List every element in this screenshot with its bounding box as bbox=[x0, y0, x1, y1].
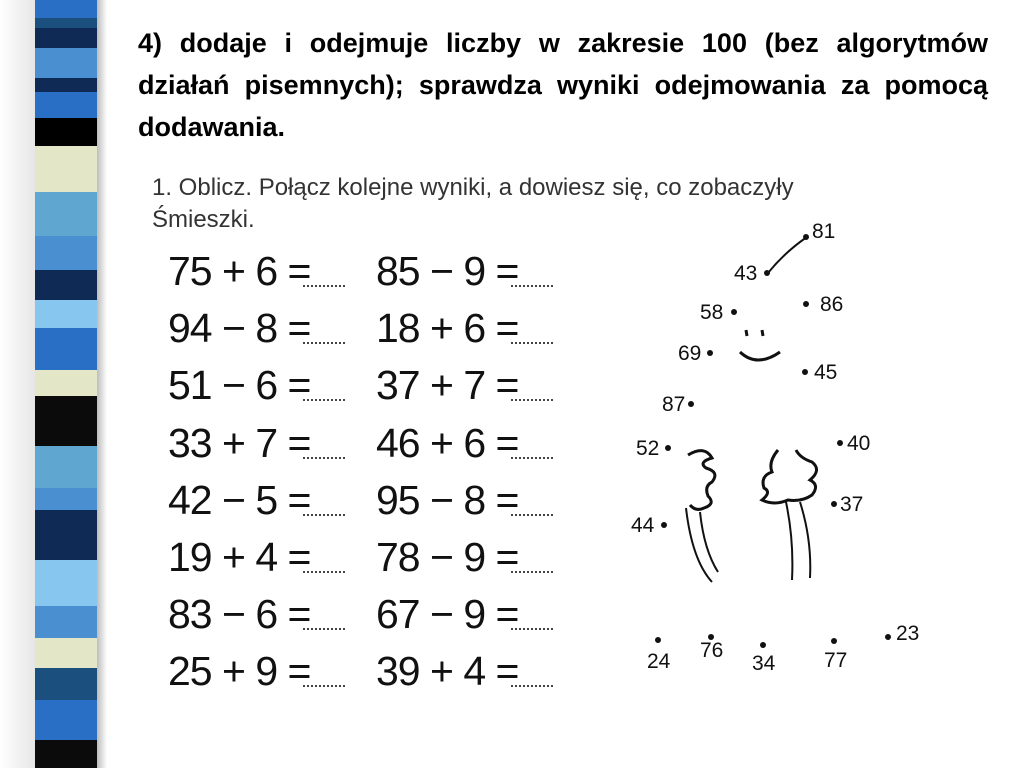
answer-blank[interactable] bbox=[511, 285, 553, 287]
point-label: 86 bbox=[820, 293, 844, 316]
stripe-band bbox=[35, 560, 97, 606]
stripe-band bbox=[35, 668, 97, 700]
answer-blank[interactable] bbox=[303, 285, 345, 287]
left-arm-1 bbox=[686, 508, 712, 582]
point-dot[interactable] bbox=[665, 445, 671, 451]
answer-blank[interactable] bbox=[511, 342, 553, 344]
equation-row bbox=[376, 248, 576, 305]
point-label: 23 bbox=[896, 622, 920, 645]
line-43-81 bbox=[768, 237, 807, 273]
equation-text: 75 + 6 = bbox=[168, 248, 311, 294]
equation-text: 39 + 4 = bbox=[376, 648, 519, 695]
point-label: 81 bbox=[812, 220, 836, 243]
point-dot[interactable] bbox=[803, 234, 809, 240]
answer-blank[interactable] bbox=[511, 399, 553, 401]
equation-row bbox=[376, 477, 576, 534]
equation-row bbox=[376, 534, 576, 591]
equation-row bbox=[168, 534, 368, 591]
page-heading: 4) dodaje i odejmuje liczby w zakresie 100 (bez algorytmów działań pisemnych); sprawdza wyniki odejmowania za pomocą dodawania. bbox=[138, 28, 988, 142]
point-dot[interactable] bbox=[837, 440, 843, 446]
equation-text: 46 + 6 = bbox=[376, 419, 519, 466]
right-hand bbox=[762, 450, 817, 503]
point-label: 69 bbox=[678, 342, 702, 365]
decorative-stripe bbox=[0, 0, 118, 768]
dot-to-dot-picture bbox=[600, 200, 930, 700]
equation-row bbox=[168, 248, 368, 305]
equation-text: 37 + 7 = bbox=[376, 362, 519, 409]
stripe-band bbox=[35, 28, 97, 48]
equation-row bbox=[168, 305, 368, 362]
point-label: 45 bbox=[814, 361, 838, 384]
equation-row bbox=[376, 305, 576, 362]
point-label: 24 bbox=[647, 650, 671, 673]
point-dot[interactable] bbox=[731, 309, 737, 315]
equation-text: 83 − 6 = bbox=[168, 591, 311, 638]
stripe-band bbox=[35, 328, 97, 370]
answer-blank[interactable] bbox=[303, 685, 345, 687]
answer-blank[interactable] bbox=[511, 628, 553, 630]
answer-blank[interactable] bbox=[511, 571, 553, 573]
stripe-band bbox=[35, 300, 97, 328]
equation-row bbox=[376, 591, 576, 648]
equation-text: 95 − 8 = bbox=[376, 476, 519, 523]
equation-text: 42 − 5 = bbox=[168, 476, 311, 523]
equation-text: 67 − 9 = bbox=[376, 591, 519, 638]
point-label: 34 bbox=[752, 652, 776, 675]
stripe-band bbox=[35, 48, 97, 78]
stripe-band bbox=[35, 446, 97, 488]
equation-row bbox=[376, 362, 576, 419]
point-label: 52 bbox=[636, 437, 660, 460]
point-label: 43 bbox=[734, 262, 758, 285]
stripe-band bbox=[35, 0, 97, 18]
exercise-instruction: 1. Oblicz. Połącz kolejne wyniki, a dowiesz się, co zobaczyły Śmieszki. bbox=[152, 174, 794, 233]
equation-text: 33 + 7 = bbox=[168, 419, 311, 466]
stripe-band bbox=[35, 270, 97, 300]
right-arm-1 bbox=[786, 502, 792, 580]
equation-text: 25 + 9 = bbox=[168, 648, 311, 695]
equation-row bbox=[168, 420, 368, 477]
equation-text: 51 − 6 = bbox=[168, 362, 311, 409]
answer-blank[interactable] bbox=[303, 514, 345, 516]
equation-row bbox=[168, 477, 368, 534]
point-dot[interactable] bbox=[831, 638, 837, 644]
equation-text: 18 + 6 = bbox=[376, 305, 519, 352]
point-label: 44 bbox=[631, 514, 655, 537]
answer-blank[interactable] bbox=[303, 399, 345, 401]
smile bbox=[740, 352, 780, 360]
point-dot[interactable] bbox=[802, 369, 808, 375]
stripe-band bbox=[35, 192, 97, 236]
equation-row bbox=[168, 648, 368, 705]
equations-right-column bbox=[376, 248, 576, 706]
stripe-band bbox=[35, 396, 97, 446]
stripe-band bbox=[35, 18, 97, 28]
stripe-band bbox=[35, 606, 97, 638]
equation-text: 78 − 9 = bbox=[376, 533, 519, 580]
left-arm-2 bbox=[700, 512, 718, 572]
stripe-band bbox=[35, 488, 97, 510]
stripe-band bbox=[35, 236, 97, 270]
equation-row bbox=[168, 591, 368, 648]
stripe-band bbox=[35, 700, 97, 740]
right-eye bbox=[762, 330, 763, 336]
point-label: 58 bbox=[700, 301, 724, 324]
stripe-band bbox=[35, 78, 97, 92]
equation-text: 85 − 9 = bbox=[376, 248, 519, 294]
answer-blank[interactable] bbox=[511, 457, 553, 459]
stripe-band bbox=[35, 146, 97, 192]
stripe-band bbox=[35, 92, 97, 118]
answer-blank[interactable] bbox=[303, 457, 345, 459]
equation-text: 19 + 4 = bbox=[168, 533, 311, 580]
right-arm-2 bbox=[800, 502, 810, 578]
point-dot[interactable] bbox=[803, 301, 809, 307]
answer-blank[interactable] bbox=[303, 342, 345, 344]
point-dot[interactable] bbox=[885, 634, 891, 640]
point-label: 87 bbox=[662, 393, 686, 416]
point-dot[interactable] bbox=[688, 401, 694, 407]
equation-text: 94 − 8 = bbox=[168, 305, 311, 352]
point-label: 37 bbox=[840, 493, 864, 516]
point-dot[interactable] bbox=[760, 642, 766, 648]
left-hand bbox=[688, 451, 715, 510]
answer-blank[interactable] bbox=[303, 571, 345, 573]
equation-row bbox=[376, 648, 576, 705]
equations-left-column bbox=[168, 248, 368, 706]
stripe-band bbox=[35, 740, 97, 768]
point-dot[interactable] bbox=[764, 270, 770, 276]
answer-blank[interactable] bbox=[511, 514, 553, 516]
point-dot[interactable] bbox=[661, 522, 667, 528]
stripe-band bbox=[35, 510, 97, 560]
stripe-band bbox=[35, 370, 97, 396]
point-dot[interactable] bbox=[655, 637, 661, 643]
point-label: 40 bbox=[847, 432, 871, 455]
stripe-band bbox=[35, 638, 97, 668]
point-label: 77 bbox=[824, 649, 848, 672]
point-dot[interactable] bbox=[831, 501, 837, 507]
answer-blank[interactable] bbox=[511, 685, 553, 687]
equation-row bbox=[376, 420, 576, 477]
answer-blank[interactable] bbox=[303, 628, 345, 630]
point-dot[interactable] bbox=[707, 350, 713, 356]
point-label: 76 bbox=[700, 639, 724, 662]
equation-row bbox=[168, 362, 368, 419]
stripe-band bbox=[35, 118, 97, 146]
left-eye bbox=[746, 330, 747, 336]
